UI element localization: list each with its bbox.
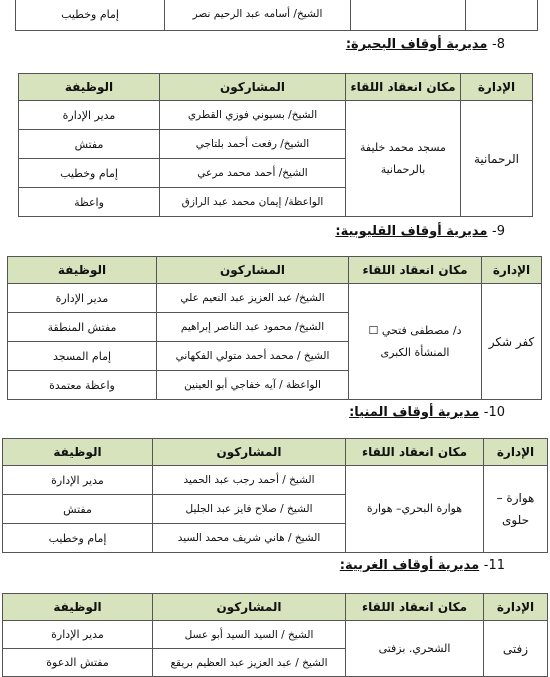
section-number: 9-: [492, 224, 505, 239]
participant-cell: الشيخ / أحمد رجب عبد الحميد: [153, 466, 346, 495]
table-cell-place: [351, 0, 466, 31]
header-place: مكان انعقاد اللقاء: [349, 257, 482, 284]
header-job: الوظيفة: [3, 594, 153, 621]
place-cell: هوارة البحري– هوارة: [346, 466, 484, 553]
header-admin: الإدارة: [484, 594, 548, 621]
header-job: الوظيفة: [19, 74, 160, 101]
section-table-minya: [2, 438, 548, 553]
participant-cell: الواعظة/ إيمان محمد عبد الرازق: [160, 188, 346, 217]
section-number: 11-: [483, 558, 505, 573]
section-table-qalyubia: [7, 256, 542, 400]
admin-cell: زفتى: [484, 621, 548, 677]
header-place: مكان انعقاد اللقاء: [346, 594, 484, 621]
participant-cell: الواعظة / آيه خفاجي أبو العينين: [157, 371, 349, 400]
job-cell: مفتش: [3, 495, 153, 524]
participant-cell: الشيخ / صلاح فايز عبد الجليل: [153, 495, 346, 524]
participant-cell: الشيخ/ محمود عبد الناصر إبراهيم: [157, 313, 349, 342]
participant-cell: الشيخ/ أحمد محمد مرعي: [160, 159, 346, 188]
participant-cell: الشيخ/ عبد العزيز عبد النعيم علي: [157, 284, 349, 313]
header-admin: الإدارة: [482, 257, 542, 284]
section-heading-minya: [349, 405, 505, 420]
section-heading-gharbia: [340, 558, 505, 573]
header-admin: الإدارة: [484, 439, 548, 466]
header-participants: المشاركون: [160, 74, 346, 101]
admin-cell: هوارة – حلوى: [484, 466, 548, 553]
section-title: مديرية أوقاف البحيرة:: [345, 37, 488, 52]
header-job: الوظيفة: [8, 257, 157, 284]
job-cell: إمام وخطيب: [3, 524, 153, 553]
place-cell: د/ مصطفى فتحي ☐ المنشأة الكبرى: [349, 284, 482, 400]
header-admin: الإدارة: [461, 74, 533, 101]
header-place: مكان انعقاد اللقاء: [346, 74, 461, 101]
participant-cell: الشيخ/ أسامه عبد الرحيم نصر: [165, 0, 351, 31]
section-table-beheira: [18, 73, 533, 217]
header-participants: المشاركون: [153, 594, 346, 621]
participant-cell: الشيخ / السيد السيد أبو عسل: [153, 621, 346, 649]
header-participants: المشاركون: [157, 257, 349, 284]
header-participants: المشاركون: [153, 439, 346, 466]
section-table-gharbia: [2, 593, 548, 677]
admin-cell: الرحمانية: [461, 101, 533, 217]
job-cell: إمام وخطيب: [16, 0, 165, 31]
job-cell: مفتش: [19, 130, 160, 159]
job-cell: مدير الإدارة: [3, 621, 153, 649]
job-cell: مدير الإدارة: [3, 466, 153, 495]
job-cell: مدير الإدارة: [19, 101, 160, 130]
section-number: 8-: [492, 37, 505, 52]
section-title: مديرية أوقاف المنيا:: [349, 405, 480, 420]
job-cell: إمام المسجد: [8, 342, 157, 371]
section-heading-beheira: [346, 37, 505, 52]
section-title: مديرية أوقاف القليوبية:: [335, 224, 488, 239]
table-cell-admin: [466, 0, 538, 31]
section-title: مديرية أوقاف الغربية:: [339, 558, 480, 573]
header-place: مكان انعقاد اللقاء: [346, 439, 484, 466]
job-cell: إمام وخطيب: [19, 159, 160, 188]
place-cell: الشحري. بزفتى: [346, 621, 484, 677]
place-cell: مسجد محمد خليفة بالرحمانية: [346, 101, 461, 217]
participant-cell: الشيخ / محمد أحمد متولي الفكهاني: [157, 342, 349, 371]
job-cell: واعظة معتمدة: [8, 371, 157, 400]
participant-cell: الشيخ / عبد العزيز عبد العظيم بريقع: [153, 649, 346, 677]
job-cell: مفتش المنطقة: [8, 313, 157, 342]
admin-cell: كفر شكر: [482, 284, 542, 400]
header-job: الوظيفة: [3, 439, 153, 466]
job-cell: مدير الإدارة: [8, 284, 157, 313]
participant-cell: الشيخ/ بسيوني فوزي القطري: [160, 101, 346, 130]
job-cell: واعظة: [19, 188, 160, 217]
participant-cell: الشيخ / هاني شريف محمد السيد: [153, 524, 346, 553]
section-number: 10-: [483, 405, 505, 420]
job-cell: مفتش الدعوة: [3, 649, 153, 677]
participant-cell: الشيخ/ رفعت أحمد بلتاجي: [160, 130, 346, 159]
section-heading-qalyubia: [335, 224, 505, 239]
top-continuation-table: [15, 0, 538, 31]
